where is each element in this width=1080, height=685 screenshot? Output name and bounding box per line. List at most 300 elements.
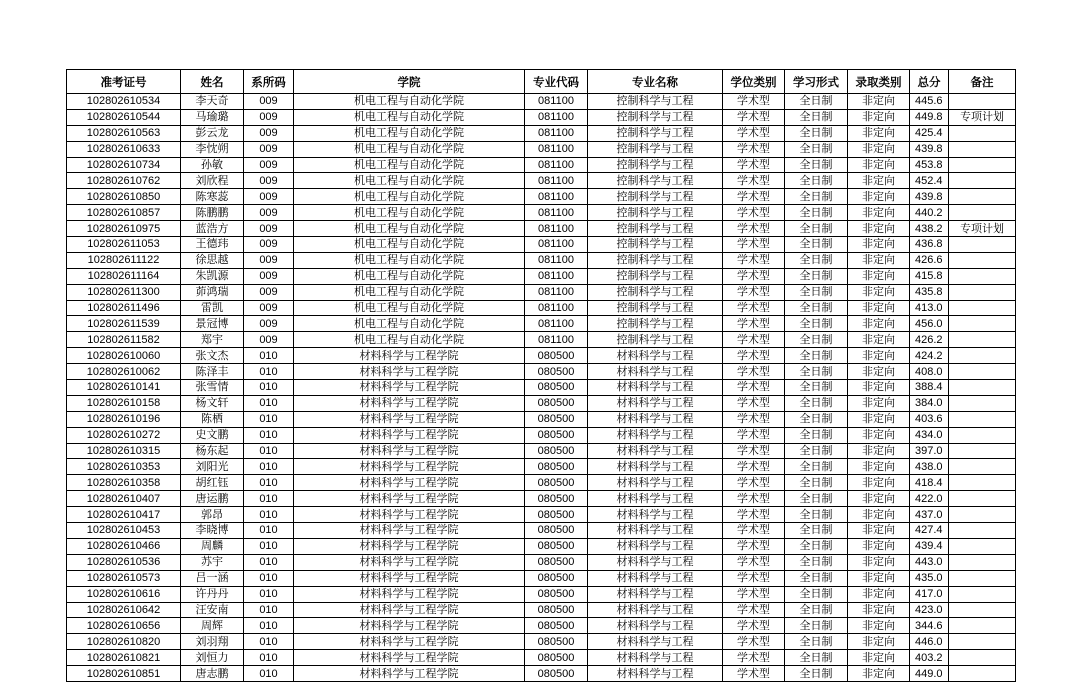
major-name-cell: 控制科学与工程 [588,125,723,141]
exam-id-cell: 102802610453 [67,523,181,539]
remarks-cell [949,94,1016,110]
dept-code-cell: 010 [244,491,294,507]
table-row [67,475,1016,491]
name-cell: 刘欣程 [181,173,244,189]
major-name-cell: 控制科学与工程 [588,284,723,300]
college-cell: 材料科学与工程学院 [294,348,525,364]
degree-type-cell: 学术型 [723,491,785,507]
remarks-cell [949,237,1016,253]
dept-code-cell: 009 [244,268,294,284]
major-code-cell: 081100 [525,189,588,205]
study-mode-cell: 全日制 [785,380,848,396]
major-code-cell: 081100 [525,157,588,173]
study-mode-cell: 全日制 [785,411,848,427]
study-mode-cell: 全日制 [785,268,848,284]
admission-type-cell: 非定向 [848,157,910,173]
total-score-cell: 437.0 [910,507,949,523]
name-cell: 郭昂 [181,507,244,523]
study-mode-cell: 全日制 [785,157,848,173]
name-cell: 唐志鹏 [181,666,244,682]
major-code-cell: 080500 [525,380,588,396]
degree-type-cell: 学术型 [723,618,785,634]
total-score-cell: 438.2 [910,221,949,237]
remarks-cell [949,395,1016,411]
study-mode-cell: 全日制 [785,221,848,237]
degree-type-cell: 学术型 [723,189,785,205]
table-row [67,523,1016,539]
college-cell: 机电工程与自动化学院 [294,316,525,332]
college-cell: 材料科学与工程学院 [294,475,525,491]
dept-code-cell: 009 [244,332,294,348]
major-name-cell: 材料科学与工程 [588,523,723,539]
major-name-cell: 控制科学与工程 [588,173,723,189]
table-body [67,94,1016,682]
name-cell: 刘羽翔 [181,634,244,650]
major-name-cell: 材料科学与工程 [588,634,723,650]
total-score-cell: 426.6 [910,252,949,268]
study-mode-cell: 全日制 [785,395,848,411]
exam-id-cell: 102802611122 [67,252,181,268]
total-score-cell: 344.6 [910,618,949,634]
major-code-cell: 080500 [525,554,588,570]
exam-id-cell: 102802610544 [67,109,181,125]
name-cell: 彭云龙 [181,125,244,141]
admission-type-cell: 非定向 [848,570,910,586]
degree-type-cell: 学术型 [723,205,785,221]
table-row [67,427,1016,443]
exam-id-cell: 102802610975 [67,221,181,237]
table-row [67,237,1016,253]
major-code-cell: 080500 [525,395,588,411]
name-cell: 李天奇 [181,94,244,110]
degree-type-cell: 学术型 [723,94,785,110]
admission-type-cell: 非定向 [848,634,910,650]
admission-type-cell: 非定向 [848,475,910,491]
college-cell: 机电工程与自动化学院 [294,300,525,316]
name-cell: 杨东起 [181,443,244,459]
college-cell: 材料科学与工程学院 [294,602,525,618]
name-cell: 徐思越 [181,252,244,268]
dept-code-cell: 010 [244,411,294,427]
table-row [67,109,1016,125]
table-row [67,94,1016,110]
dept-code-cell: 010 [244,666,294,682]
admission-type-cell: 非定向 [848,618,910,634]
major-code-cell: 080500 [525,570,588,586]
dept-code-cell: 010 [244,443,294,459]
major-code-cell: 080500 [525,618,588,634]
exam-id-cell: 102802610062 [67,364,181,380]
name-cell: 陈鹏鹏 [181,205,244,221]
name-cell: 史文鹏 [181,427,244,443]
major-name-cell: 控制科学与工程 [588,237,723,253]
table-row [67,570,1016,586]
dept-code-cell: 009 [244,109,294,125]
dept-code-cell: 009 [244,141,294,157]
major-name-cell: 材料科学与工程 [588,427,723,443]
table-row [67,666,1016,682]
study-mode-cell: 全日制 [785,332,848,348]
admission-type-cell: 非定向 [848,205,910,221]
total-score-cell: 449.0 [910,666,949,682]
study-mode-cell: 全日制 [785,602,848,618]
admission-type-cell: 非定向 [848,666,910,682]
college-cell: 材料科学与工程学院 [294,411,525,427]
major-code-cell: 081100 [525,284,588,300]
admission-type-cell: 非定向 [848,252,910,268]
admission-type-cell: 非定向 [848,125,910,141]
major-code-cell: 080500 [525,666,588,682]
degree-type-cell: 学术型 [723,459,785,475]
major-code-cell: 081100 [525,300,588,316]
total-score-cell: 426.2 [910,332,949,348]
major-code-cell: 080500 [525,507,588,523]
degree-type-cell: 学术型 [723,586,785,602]
major-code-cell: 080500 [525,443,588,459]
total-score-cell: 425.4 [910,125,949,141]
remarks-cell [949,475,1016,491]
name-cell: 苏宇 [181,554,244,570]
exam-id-cell: 102802610534 [67,94,181,110]
major-code-cell: 080500 [525,364,588,380]
major-code-cell: 080500 [525,650,588,666]
table-row [67,618,1016,634]
major-name-cell: 控制科学与工程 [588,189,723,205]
major-name-cell: 材料科学与工程 [588,618,723,634]
total-score-cell: 413.0 [910,300,949,316]
total-score-cell: 452.4 [910,173,949,189]
major-code-cell: 080500 [525,475,588,491]
admission-type-cell: 非定向 [848,507,910,523]
study-mode-cell: 全日制 [785,364,848,380]
total-score-cell: 403.2 [910,650,949,666]
major-code-cell: 080500 [525,523,588,539]
table-row [67,284,1016,300]
remarks-cell [949,666,1016,682]
college-cell: 材料科学与工程学院 [294,650,525,666]
college-cell: 机电工程与自动化学院 [294,332,525,348]
remarks-cell [949,252,1016,268]
degree-type-cell: 学术型 [723,507,785,523]
admission-type-cell: 非定向 [848,316,910,332]
name-cell: 茆鸿瑞 [181,284,244,300]
remarks-cell [949,348,1016,364]
degree-type-cell: 学术型 [723,650,785,666]
remarks-cell [949,634,1016,650]
major-name-cell: 控制科学与工程 [588,268,723,284]
college-cell: 材料科学与工程学院 [294,523,525,539]
total-score-cell: 453.8 [910,157,949,173]
study-mode-cell: 全日制 [785,586,848,602]
name-cell: 张文杰 [181,348,244,364]
college-cell: 材料科学与工程学院 [294,634,525,650]
college-cell: 材料科学与工程学院 [294,666,525,682]
dept-code-cell: 010 [244,586,294,602]
total-score-cell: 435.0 [910,570,949,586]
total-score-cell: 423.0 [910,602,949,618]
total-score-cell: 446.0 [910,634,949,650]
exam-id-cell: 102802611539 [67,316,181,332]
remarks-cell [949,316,1016,332]
college-cell: 机电工程与自动化学院 [294,205,525,221]
study-mode-cell: 全日制 [785,125,848,141]
degree-type-cell: 学术型 [723,411,785,427]
table-row [67,316,1016,332]
remarks-cell [949,205,1016,221]
dept-code-cell: 010 [244,427,294,443]
major-code-cell: 081100 [525,173,588,189]
admission-type-cell: 非定向 [848,650,910,666]
dept-code-cell: 010 [244,507,294,523]
college-cell: 材料科学与工程学院 [294,538,525,554]
exam-id-cell: 102802610158 [67,395,181,411]
name-cell: 陈栖 [181,411,244,427]
table-row [67,221,1016,237]
major-name-cell: 材料科学与工程 [588,364,723,380]
remarks-cell [949,427,1016,443]
major-name-cell: 材料科学与工程 [588,459,723,475]
major-code-cell: 080500 [525,427,588,443]
remarks-cell: 专项计划 [949,221,1016,237]
total-score-cell: 415.8 [910,268,949,284]
college-cell: 机电工程与自动化学院 [294,141,525,157]
table-row [67,125,1016,141]
total-score-cell: 436.8 [910,237,949,253]
study-mode-cell: 全日制 [785,554,848,570]
remarks-cell [949,538,1016,554]
college-cell: 材料科学与工程学院 [294,380,525,396]
remarks-cell [949,268,1016,284]
total-score-cell: 435.8 [910,284,949,300]
exam-id-cell: 102802610358 [67,475,181,491]
admission-type-cell: 非定向 [848,237,910,253]
remarks-cell [949,507,1016,523]
total-score-cell: 456.0 [910,316,949,332]
total-score-cell: 443.0 [910,554,949,570]
exam-id-cell: 102802611300 [67,284,181,300]
exam-id-cell: 102802610196 [67,411,181,427]
dept-code-cell: 010 [244,475,294,491]
major-name-cell: 材料科学与工程 [588,602,723,618]
major-name-cell: 材料科学与工程 [588,507,723,523]
remarks-cell [949,570,1016,586]
dept-code-cell: 009 [244,221,294,237]
college-cell: 机电工程与自动化学院 [294,125,525,141]
study-mode-cell: 全日制 [785,252,848,268]
dept-code-cell: 010 [244,554,294,570]
major-code-cell: 080500 [525,459,588,475]
degree-type-cell: 学术型 [723,141,785,157]
college-cell: 材料科学与工程学院 [294,459,525,475]
college-cell: 材料科学与工程学院 [294,395,525,411]
col-header-study-mode: 学习形式 [785,70,848,94]
admission-type-cell: 非定向 [848,491,910,507]
major-name-cell: 材料科学与工程 [588,395,723,411]
total-score-cell: 438.0 [910,459,949,475]
major-name-cell: 材料科学与工程 [588,475,723,491]
dept-code-cell: 009 [244,284,294,300]
study-mode-cell: 全日制 [785,427,848,443]
major-code-cell: 081100 [525,94,588,110]
college-cell: 材料科学与工程学院 [294,554,525,570]
major-name-cell: 材料科学与工程 [588,491,723,507]
name-cell: 周麟 [181,538,244,554]
admission-type-cell: 非定向 [848,268,910,284]
major-name-cell: 材料科学与工程 [588,586,723,602]
degree-type-cell: 学术型 [723,602,785,618]
college-cell: 机电工程与自动化学院 [294,284,525,300]
exam-id-cell: 102802610407 [67,491,181,507]
degree-type-cell: 学术型 [723,268,785,284]
major-code-cell: 081100 [525,332,588,348]
table-row [67,650,1016,666]
degree-type-cell: 学术型 [723,221,785,237]
study-mode-cell: 全日制 [785,650,848,666]
name-cell: 杨文轩 [181,395,244,411]
total-score-cell: 445.6 [910,94,949,110]
remarks-cell [949,364,1016,380]
table-row [67,507,1016,523]
exam-id-cell: 102802610642 [67,602,181,618]
name-cell: 蓝浩方 [181,221,244,237]
dept-code-cell: 010 [244,634,294,650]
col-header-major-name: 专业名称 [588,70,723,94]
admission-type-cell: 非定向 [848,427,910,443]
dept-code-cell: 010 [244,364,294,380]
major-code-cell: 080500 [525,602,588,618]
college-cell: 材料科学与工程学院 [294,570,525,586]
study-mode-cell: 全日制 [785,459,848,475]
table-row [67,395,1016,411]
study-mode-cell: 全日制 [785,523,848,539]
exam-id-cell: 102802610353 [67,459,181,475]
exam-id-cell: 102802610417 [67,507,181,523]
exam-id-cell: 102802610633 [67,141,181,157]
dept-code-cell: 009 [244,94,294,110]
dept-code-cell: 009 [244,173,294,189]
major-name-cell: 材料科学与工程 [588,538,723,554]
table-row [67,443,1016,459]
college-cell: 机电工程与自动化学院 [294,189,525,205]
remarks-cell [949,284,1016,300]
table-row [67,602,1016,618]
admission-type-cell: 非定向 [848,586,910,602]
total-score-cell: 403.6 [910,411,949,427]
major-name-cell: 控制科学与工程 [588,316,723,332]
major-name-cell: 控制科学与工程 [588,252,723,268]
col-header-name: 姓名 [181,70,244,94]
name-cell: 唐运鹏 [181,491,244,507]
study-mode-cell: 全日制 [785,205,848,221]
degree-type-cell: 学术型 [723,443,785,459]
admission-type-cell: 非定向 [848,380,910,396]
name-cell: 刘恒力 [181,650,244,666]
table-row [67,411,1016,427]
study-mode-cell: 全日制 [785,538,848,554]
college-cell: 材料科学与工程学院 [294,443,525,459]
study-mode-cell: 全日制 [785,634,848,650]
table-row [67,380,1016,396]
name-cell: 张雪情 [181,380,244,396]
college-cell: 机电工程与自动化学院 [294,221,525,237]
exam-id-cell: 102802610573 [67,570,181,586]
major-name-cell: 控制科学与工程 [588,300,723,316]
dept-code-cell: 010 [244,538,294,554]
major-code-cell: 081100 [525,268,588,284]
total-score-cell: 434.0 [910,427,949,443]
admission-type-cell: 非定向 [848,109,910,125]
degree-type-cell: 学术型 [723,380,785,396]
total-score-cell: 422.0 [910,491,949,507]
admission-type-cell: 非定向 [848,189,910,205]
study-mode-cell: 全日制 [785,300,848,316]
name-cell: 吕一涵 [181,570,244,586]
exam-id-cell: 102802611053 [67,237,181,253]
major-code-cell: 080500 [525,586,588,602]
major-name-cell: 控制科学与工程 [588,94,723,110]
total-score-cell: 384.0 [910,395,949,411]
col-header-degree-type: 学位类别 [723,70,785,94]
total-score-cell: 440.2 [910,205,949,221]
degree-type-cell: 学术型 [723,523,785,539]
admission-type-cell: 非定向 [848,284,910,300]
admission-type-cell: 非定向 [848,538,910,554]
major-name-cell: 材料科学与工程 [588,666,723,682]
degree-type-cell: 学术型 [723,284,785,300]
admission-type-cell: 非定向 [848,554,910,570]
major-name-cell: 控制科学与工程 [588,205,723,221]
table-row [67,268,1016,284]
exam-id-cell: 102802610820 [67,634,181,650]
major-name-cell: 控制科学与工程 [588,332,723,348]
major-code-cell: 080500 [525,491,588,507]
major-name-cell: 控制科学与工程 [588,141,723,157]
major-code-cell: 081100 [525,221,588,237]
degree-type-cell: 学术型 [723,666,785,682]
dept-code-cell: 009 [244,252,294,268]
college-cell: 材料科学与工程学院 [294,507,525,523]
study-mode-cell: 全日制 [785,316,848,332]
degree-type-cell: 学术型 [723,125,785,141]
dept-code-cell: 009 [244,237,294,253]
admission-type-cell: 非定向 [848,348,910,364]
major-name-cell: 控制科学与工程 [588,157,723,173]
table-row [67,586,1016,602]
table-row [67,538,1016,554]
study-mode-cell: 全日制 [785,284,848,300]
total-score-cell: 418.4 [910,475,949,491]
exam-id-cell: 102802611496 [67,300,181,316]
college-cell: 材料科学与工程学院 [294,618,525,634]
major-code-cell: 081100 [525,125,588,141]
dept-code-cell: 009 [244,189,294,205]
study-mode-cell: 全日制 [785,443,848,459]
table-row [67,300,1016,316]
name-cell: 陈泽丰 [181,364,244,380]
exam-id-cell: 102802610536 [67,554,181,570]
exam-id-cell: 102802610734 [67,157,181,173]
major-code-cell: 081100 [525,205,588,221]
table-row [67,348,1016,364]
college-cell: 机电工程与自动化学院 [294,109,525,125]
dept-code-cell: 010 [244,570,294,586]
major-code-cell: 080500 [525,348,588,364]
college-cell: 机电工程与自动化学院 [294,252,525,268]
major-name-cell: 材料科学与工程 [588,411,723,427]
remarks-cell [949,459,1016,475]
degree-type-cell: 学术型 [723,252,785,268]
total-score-cell: 439.8 [910,141,949,157]
